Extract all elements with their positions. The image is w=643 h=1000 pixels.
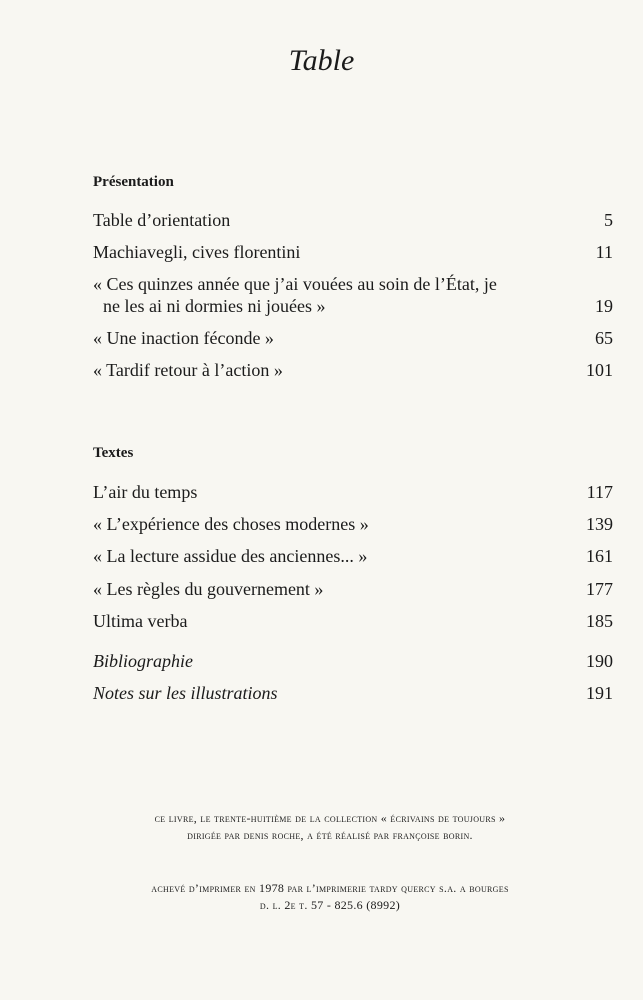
colophon-line: d. l. 2e t. 57 - 825.6 (8992) [259, 898, 401, 912]
toc-entry-page: 190 [586, 651, 613, 671]
colophon-line: dirigée par denis roche, a été réalisé par françoise borin. [187, 828, 473, 842]
toc-entry-page: 191 [586, 683, 613, 703]
toc-entry-page: 185 [586, 611, 613, 631]
toc-entry[interactable] [93, 209, 613, 231]
toc-entry[interactable] [93, 481, 613, 503]
toc-entry[interactable] [93, 327, 613, 349]
toc-entry-page: 65 [595, 328, 613, 348]
toc-entry-page: 19 [595, 296, 613, 316]
toc-entry-title: Notes sur les illustrations [93, 683, 278, 703]
toc-entry-page: 101 [586, 360, 613, 380]
toc-entry-page: 117 [586, 482, 613, 502]
colophon-line: achevé d’imprimer en 1978 par l’imprimerie tardy quercy s.a. a bourges [151, 881, 509, 895]
toc-entry-title: Table d’orientation [93, 210, 231, 230]
toc-entry[interactable] [93, 682, 613, 704]
toc-entry[interactable] [93, 273, 613, 317]
toc-entry-title: L’air du temps [93, 482, 198, 502]
toc-entry-title: Ultima verba [93, 611, 188, 631]
toc-entry-title: « Tardif retour à l’action » [93, 360, 283, 380]
toc-entry-title: Machiavegli, cives florentini [93, 242, 301, 262]
toc-entry[interactable] [93, 513, 613, 535]
toc-entry[interactable] [93, 578, 613, 600]
toc-entry-title [93, 273, 613, 317]
toc-entry[interactable] [93, 241, 613, 263]
toc-entry-page: 11 [595, 242, 613, 262]
toc-entry-title: Bibliographie [93, 651, 193, 671]
colophon-credits [70, 810, 590, 844]
toc-entry-title: « Les règles du gouvernement » [93, 579, 324, 599]
colophon-printing [70, 880, 590, 914]
toc-entry-title-line1: « Ces quinzes année que j’ai vouées au soin de l’État, je [93, 274, 497, 294]
toc-entry-title: « L’expérience des choses modernes » [93, 514, 369, 534]
toc-entry[interactable] [93, 650, 613, 672]
section-heading-presentation: Présentation [93, 174, 174, 190]
toc-entry-title: « La lecture assidue des anciennes... » [93, 546, 368, 566]
toc-entry-title: « Une inaction féconde » [93, 328, 274, 348]
toc-entry[interactable] [93, 359, 613, 381]
toc-entry[interactable] [93, 545, 613, 567]
toc-entry-page: 161 [586, 546, 613, 566]
toc-entry-page: 139 [586, 514, 613, 534]
page-title: Table [288, 44, 355, 77]
toc-entry-title-line2: ne les ai ni dormies ni jouées » [103, 296, 326, 316]
toc-entry-page: 5 [604, 210, 613, 230]
toc-entry[interactable] [93, 610, 613, 632]
toc-entry-page: 177 [586, 579, 613, 599]
section-heading-textes: Textes [93, 445, 134, 461]
colophon-line: ce livre, le trente-huitième de la collection « écrivains de toujours » [154, 811, 506, 825]
